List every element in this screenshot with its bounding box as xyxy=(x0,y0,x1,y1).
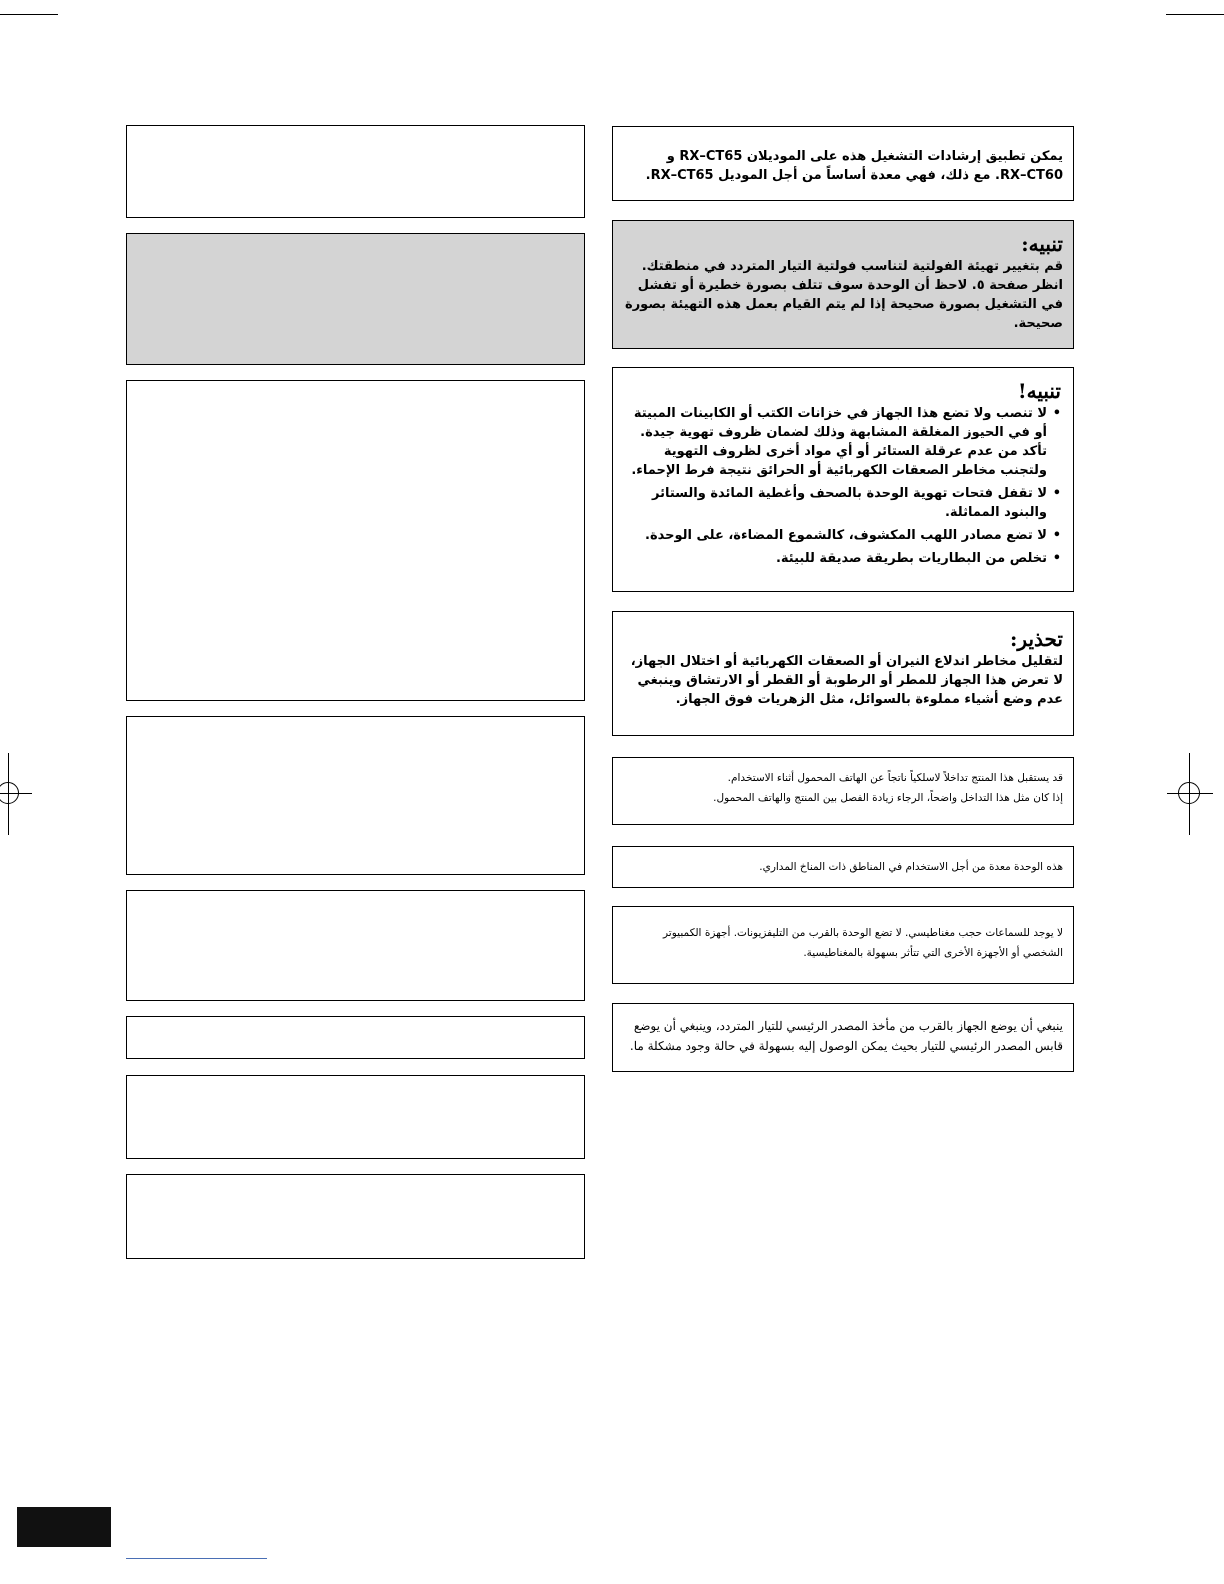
left-box-1 xyxy=(126,125,585,218)
tropical-text: هذه الوحدة معدة من أجل الاستخدام في المناطق ذات المناخ المداري. xyxy=(759,861,1063,873)
magnetic-text: لا يوجد للسماعات حجب مغناطيسي. لا تضع الوحدة بالقرب من التليفزيونات. أجهزة الكمبيوتر الشخصي أو الأجهزة الأخرى التي تتأثر بسهولة بالمغناطيسية. xyxy=(663,927,1063,959)
caution-install-item: • لا تنصب ولا تضع هذا الجهاز في خزانات الكتب أو الكابينات المبيتة أو في الحيوز المغلقة المشابهة وذلك لضمان ظروف تهوية جيدة. تأكد من عدم عرقلة الستائر أو أي مواد أخرى لظروف التهوية ولتجنب مخاطر الصعقات الكهربائية أو الحرائق نتيجة فرط الإحماء. xyxy=(627,404,1047,480)
registration-mark-left xyxy=(0,782,19,804)
left-box-2-shaded xyxy=(126,233,585,365)
models-notice xyxy=(612,126,1074,201)
caution-install-heading: تنبيه! xyxy=(1017,379,1061,403)
caution-voltage-text: قم بتغيير تهيئة الفولتية لتناسب فولتية التيار المتردد في منطقتك. انظر صفحة ٥. لاحظ أن الوحدة سوف تتلف بصورة خطيرة أو تفشل في التشغيل بصورة صحيحة إذا لم يتم القيام بعمل هذه التهيئة بصورة صحيحة. xyxy=(625,259,1063,331)
models-line-2: RX–CT60. مع ذلك، فهي معدة أساساً من أجل الموديل RX–CT65. xyxy=(645,168,1063,183)
warning-heading: تحذير: xyxy=(1010,627,1063,651)
tropical-notice xyxy=(612,846,1074,888)
models-line-1: يمكن تطبيق إرشادات التشغيل هذه على الموديلان RX–CT65 و xyxy=(666,149,1063,164)
warning-notice xyxy=(612,611,1074,736)
caution-install-item: • لا تقفل فتحات تهوية الوحدة بالصحف وأغطية المائدة والستائر والبنود المماثلة. xyxy=(627,484,1047,522)
caution-install-item: • لا تضع مصادر اللهب المكشوف، كالشموع المضاءة، على الوحدة. xyxy=(627,526,1047,545)
footer-underline xyxy=(126,1558,267,1559)
left-box-4 xyxy=(126,716,585,875)
warning-text: لتقليل مخاطر اندلاع النيران أو الصعقات الكهربائية أو اختلال الجهاز، لا تعرض هذا الجهاز للمطر أو الرطوبة أو القطر أو الارتشاق وينبغي عدم وضع أشياء مملوءة بالسوائل، مثل الزهريات فوق الجهاز. xyxy=(630,654,1063,707)
outlet-text: ينبغي أن يوضع الجهاز بالقرب من مأخذ المصدر الرئيسي للتيار المتردد، وينبغي أن يوضع قابس المصدر الرئيسي للتيار بحيث يمكن الوصول إليه بسهولة في حالة وجود مشكلة ما. xyxy=(629,1019,1063,1053)
interference-line-2: إذا كان مثل هذا التداخل واضحاً، الرجاء زيادة الفصل بين المنتج والهاتف المحمول. xyxy=(713,792,1063,804)
left-box-5 xyxy=(126,890,585,1001)
left-box-7 xyxy=(126,1075,585,1159)
magnetic-notice xyxy=(612,906,1074,984)
caution-install-list xyxy=(627,404,1061,568)
left-box-6 xyxy=(126,1016,585,1059)
caution-install-notice xyxy=(612,367,1074,592)
interference-line-1: قد يستقبل هذا المنتج تداخلاً لاسلكياً ناتجاً عن الهاتف المحمول أثناء الاستخدام. xyxy=(727,772,1063,784)
left-box-8 xyxy=(126,1174,585,1259)
left-box-3 xyxy=(126,380,585,701)
caution-install-item: • تخلص من البطاريات بطريقة صديقة للبيئة. xyxy=(627,549,1047,568)
crop-mark-top-left xyxy=(0,14,58,15)
crop-mark-top-right xyxy=(1166,14,1224,15)
outlet-notice xyxy=(612,1003,1074,1072)
page-number-tab xyxy=(17,1507,111,1547)
registration-mark-right xyxy=(1178,782,1200,804)
caution-heading: تنبيه: xyxy=(1021,232,1063,256)
interference-notice xyxy=(612,757,1074,825)
caution-voltage-notice xyxy=(612,220,1074,349)
